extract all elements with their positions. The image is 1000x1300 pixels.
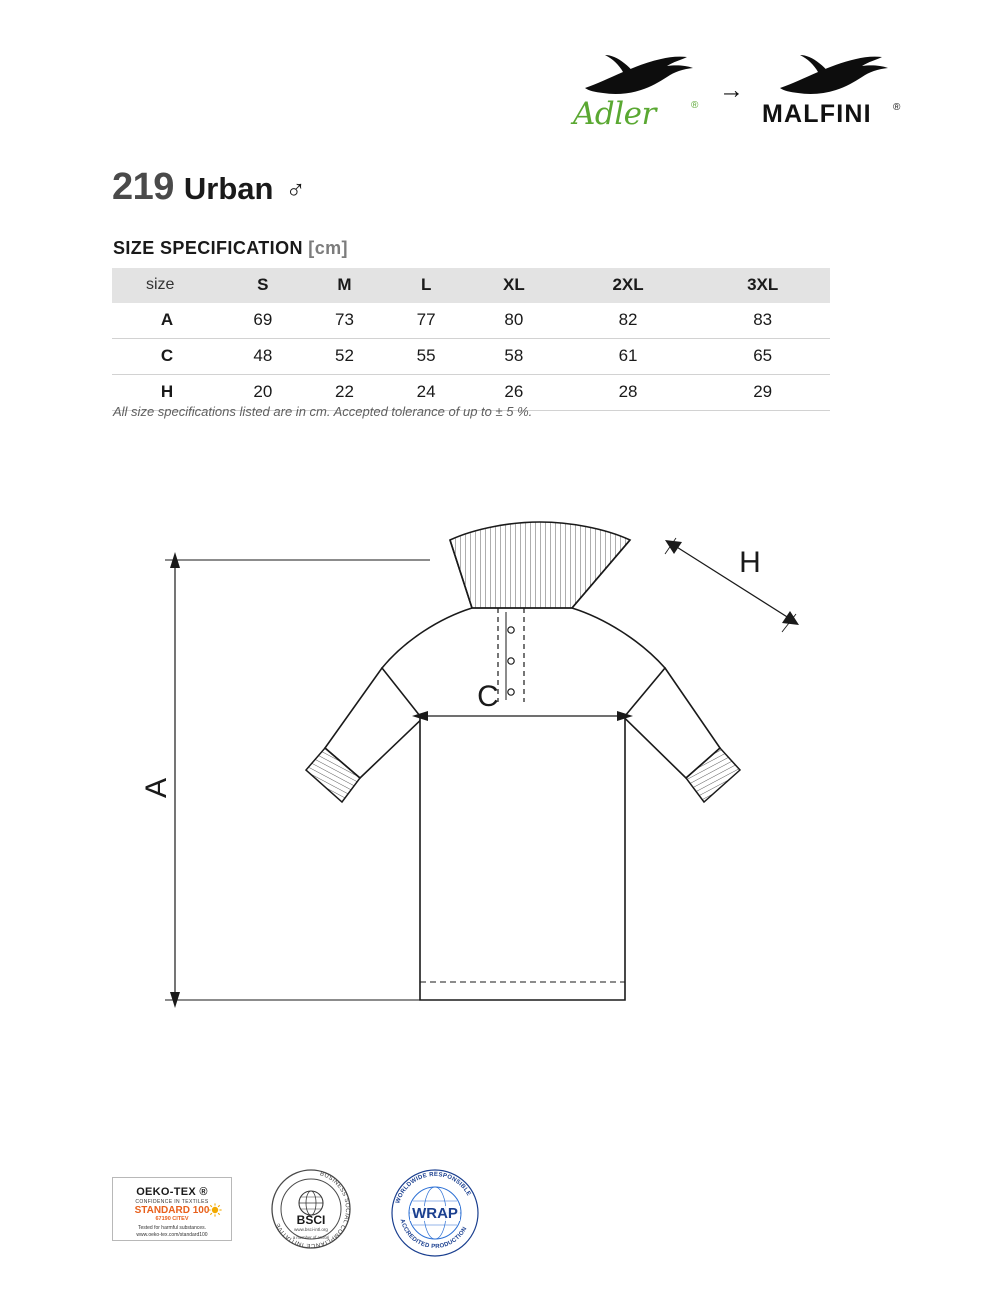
column-header-m: M — [337, 275, 352, 294]
adler-registered-mark: ® — [691, 100, 699, 111]
wrap-logo — [390, 1168, 472, 1250]
adler-wordmark: Adler — [573, 96, 656, 132]
arrow-icon: → — [719, 75, 744, 104]
oeko-tex-number: 67190 CITEV — [155, 1216, 189, 1222]
bsci-wordmark: BSCI — [296, 1213, 326, 1227]
svg-text:ACCREDITED PRODUCTION: ACCREDITED PRODUCTION — [398, 1218, 469, 1251]
column-header-s: S — [257, 275, 269, 294]
size-tolerance-note: All size specifications listed are in cm. Accepted tolerance of up to ± 5 %. — [113, 404, 533, 419]
oeko-tex-footnote-line1: Tested for harmful substances. — [137, 1225, 207, 1231]
wrap-wordmark: WRAP — [412, 1205, 458, 1222]
table-header-row — [112, 268, 830, 303]
cell-a-l: 77 — [416, 310, 436, 329]
oeko-tex-footnote — [113, 1225, 231, 1239]
dimension-label-a: A — [140, 777, 173, 799]
column-header-l: L — [420, 275, 432, 294]
cell-c-xl: 58 — [504, 346, 524, 365]
cell-c-2xl: 61 — [618, 346, 638, 365]
oeko-tex-standard: STANDARD 100 — [134, 1205, 210, 1216]
table-body — [112, 303, 830, 411]
cell-h-2xl: 28 — [618, 382, 638, 401]
bsci-logo — [270, 1168, 352, 1250]
cell-h-s: 20 — [253, 382, 273, 401]
cell-c-3xl: 65 — [753, 346, 773, 365]
malfini-registered-mark: ® — [893, 102, 901, 113]
cell-c-m: 52 — [335, 346, 354, 365]
malfini-logo — [762, 48, 902, 138]
row-label-h: H — [160, 382, 174, 401]
svg-text:www.bsci-intl.org: www.bsci-intl.org — [294, 1227, 328, 1232]
certification-logos — [112, 1168, 472, 1250]
svg-text:WORLDWIDE RESPONSIBLE: WORLDWIDE RESPONSIBLE — [395, 1171, 472, 1205]
product-code: 219 — [112, 166, 174, 208]
size-specification-table — [112, 268, 830, 411]
garment-technical-drawing — [120, 520, 900, 1080]
cell-h-m: 22 — [335, 382, 354, 401]
column-header-xl: XL — [503, 275, 525, 294]
dimension-label-c: C — [477, 680, 499, 713]
size-specification-unit: [cm] — [308, 238, 348, 258]
svg-text:BUSINESS SOCIAL COMPLIANCE INI: BUSINESS SOCIAL COMPLIANCE INITIATIVE — [275, 1171, 351, 1249]
oeko-tex-logo — [112, 1177, 232, 1241]
oeko-tex-subtitle: CONFIDENCE IN TEXTILES — [135, 1199, 209, 1205]
cell-a-xl: 80 — [504, 310, 524, 329]
row-label-a: A — [160, 310, 174, 329]
cell-a-m: 73 — [335, 310, 354, 329]
svg-text:a member of amfori: a member of amfori — [292, 1235, 330, 1240]
cell-h-xl: 26 — [504, 382, 524, 401]
column-header-3xl: 3XL — [747, 275, 779, 294]
table-row — [112, 303, 830, 339]
product-name: Urban — [183, 171, 274, 206]
adler-logo — [573, 48, 701, 138]
table-row — [112, 339, 830, 375]
row-label-c: C — [160, 346, 174, 365]
cell-a-3xl: 83 — [753, 310, 773, 329]
page-title — [112, 166, 306, 209]
cell-a-2xl: 82 — [618, 310, 638, 329]
size-specification-heading-text: SIZE SPECIFICATION — [113, 238, 303, 258]
cell-a-s: 69 — [253, 310, 273, 329]
male-gender-icon: ♂ — [285, 175, 306, 205]
oeko-tex-title: OEKO-TEX ® — [136, 1186, 208, 1198]
cell-c-l: 55 — [416, 346, 436, 365]
cell-c-s: 48 — [253, 346, 273, 365]
column-header-2xl: 2XL — [612, 275, 644, 294]
cell-h-l: 24 — [416, 382, 436, 401]
table-header — [112, 268, 830, 303]
oeko-tex-footnote-line2: www.oeko-tex.com/standard100 — [136, 1231, 208, 1238]
sun-icon — [208, 1203, 222, 1217]
cell-h-3xl: 29 — [753, 382, 773, 401]
dimension-label-h: H — [739, 546, 761, 579]
column-header-size: size — [146, 276, 175, 293]
malfini-wordmark: MALFINI — [762, 100, 872, 128]
eagle-icon — [776, 50, 891, 105]
size-specification-heading — [113, 238, 348, 259]
brand-header — [573, 48, 902, 138]
